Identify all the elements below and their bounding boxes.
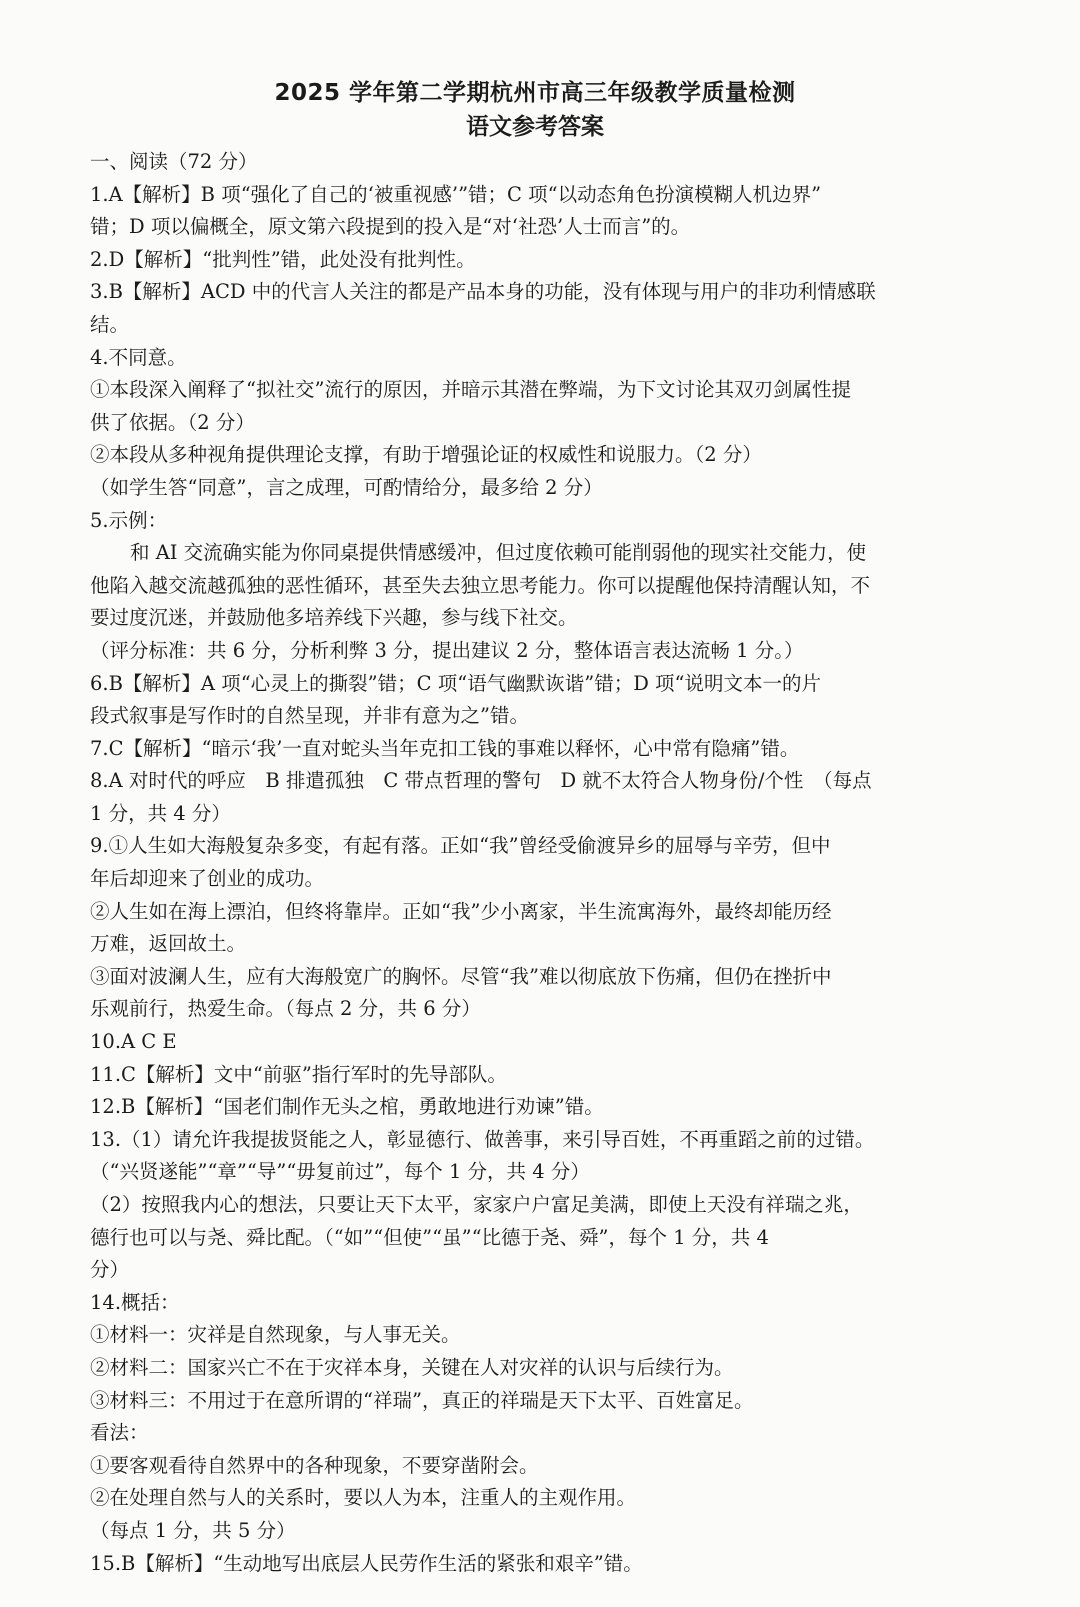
answer-line: （“兴贤遂能”“章”“导”“毋复前过”，每个 1 分，共 4 分） [90,1160,590,1184]
answer-line: 供了依据。（2 分） [90,410,255,434]
answer-line: 段式叙事是写作时的自然呈现，并非有意为之”错。 [90,704,529,728]
answer-line: ②人生如在海上漂泊，但终将靠岸。正如“我”少小离家，半生流寓海外，最终却能历经 [90,899,832,923]
answer-line: 12.B【解析】“国老们制作无头之棺，勇敢地进行劝谏”错。 [90,1095,604,1119]
answer-line: 1 分，共 4 分） [90,801,231,825]
answer-line: ②在处理自然与人的关系时，要以人为本，注重人的主观作用。 [90,1486,637,1510]
answer-line: 2.D【解析】“批判性”错，此处没有批判性。 [90,247,476,271]
answer-line: 和 AI 交流确实能为你同桌提供情感缓冲，但过度依赖可能削弱他的现实社交能力，使 [130,541,867,565]
answer-line: ①材料一：灾祥是自然现象，与人事无关。 [90,1323,461,1347]
answer-line: 德行也可以与尧、舜比配。（“如”“但使”“虽”“比德于尧、舜”，每个 1 分，共 4 [90,1225,769,1249]
answer-line: 一、阅读（72 分） [90,150,258,173]
answer-line: 8.A 对时代的呼应 B 排遣孤独 C 带点哲理的警句 D 就不太符合人物身份/个性 （每点 [90,769,872,793]
answer-line: 万难，返回故土。 [90,932,247,956]
answer-line: 4.不同意。 [90,345,187,369]
document-title: 2025 学年第二学期杭州市高三年级教学质量检测 [274,80,796,106]
answer-line: 5.示例： [90,508,168,532]
answer-line: 13.（1）请允许我提拔贤能之人，彰显德行、做善事，来引导百姓，不再重蹈之前的过错。 [90,1127,875,1151]
answer-line: （如学生答“同意”，言之成理，可酌情给分，最多给 2 分） [90,475,603,499]
answer-line: 结。 [90,312,130,336]
answer-line: 3.B【解析】ACD 中的代言人关注的都是产品本身的功能，没有体现与用户的非功利情感联 [90,280,876,304]
answer-line: （2）按照我内心的想法，只要让天下太平，家家户户富足美满，即使上天没有祥瑞之兆， [90,1193,863,1216]
answer-line: 年后却迎来了创业的成功。 [90,867,325,891]
document-subtitle: 语文参考答案 [466,114,604,140]
answer-line: 7.C【解析】“暗示‘我’一直对蛇头当年克扣工钱的事难以释怀，心中常有隐痛”错。 [90,736,800,760]
answer-line: ②材料二：国家兴亡不在于灾祥本身，关键在人对灾祥的认识与后续行为。 [90,1355,734,1379]
answer-line: 14.概括： [90,1290,180,1314]
answer-line: ③面对波澜人生，应有大海般宽广的胸怀。尽管“我”难以彻底放下伤痛，但仍在挫折中 [90,964,832,988]
answer-line: ③材料三：不用过于在意所谓的“祥瑞”，真正的祥瑞是天下太平、百姓富足。 [90,1388,754,1412]
answer-line: ①要客观看待自然界中的各种现象，不要穿凿附会。 [90,1453,539,1477]
answer-line: 9.①人生如大海般复杂多变，有起有落。正如“我”曾经受偷渡异乡的屈辱与辛劳，但中 [90,834,831,858]
answer-line: 6.B【解析】A 项“心灵上的撕裂”错；C 项“语气幽默诙谐”错；D 项“说明文本一的片 [90,671,822,695]
answer-line: （每点 1 分，共 5 分） [90,1518,296,1542]
answer-line: ①本段深入阐释了“拟社交”流行的原因，并暗示其潜在弊端，为下文讨论其双刃剑属性提 [90,378,851,402]
answer-line: 他陷入越交流越孤独的恶性循环，甚至失去独立思考能力。你可以提醒他保持清醒认知，不 [90,573,871,597]
answer-line: 15.B【解析】“生动地写出底层人民劳作生活的紧张和艰辛”错。 [90,1551,643,1575]
answer-line: 看法： [90,1421,149,1445]
answer-line: ②本段从多种视角提供理论支撑，有助于增强论证的权威性和说服力。（2 分） [90,443,762,467]
answer-line: 要过度沉迷，并鼓励他多培养线下兴趣，参与线下社交。 [90,606,578,630]
answer-line: 分） [90,1258,130,1282]
answer-line: 11.C【解析】文中“前驱”指行军时的先导部队。 [90,1062,507,1086]
answer-content [90,146,980,1580]
answer-line: （评分标准：共 6 分，分析利弊 3 分，提出建议 2 分，整体语言表达流畅 1 分。） [90,638,804,662]
answer-line: 错；D 项以偏概全，原文第六段提到的投入是“对‘社恐’人士而言”的。 [90,215,691,239]
answer-line: 1.A【解析】B 项“强化了自己的‘被重视感’”错；C 项“以动态角色扮演模糊人机边界” [90,182,822,206]
answer-line: 10.A C E [90,1030,177,1054]
answer-line: 乐观前行，热爱生命。（每点 2 分，共 6 分） [90,997,481,1021]
